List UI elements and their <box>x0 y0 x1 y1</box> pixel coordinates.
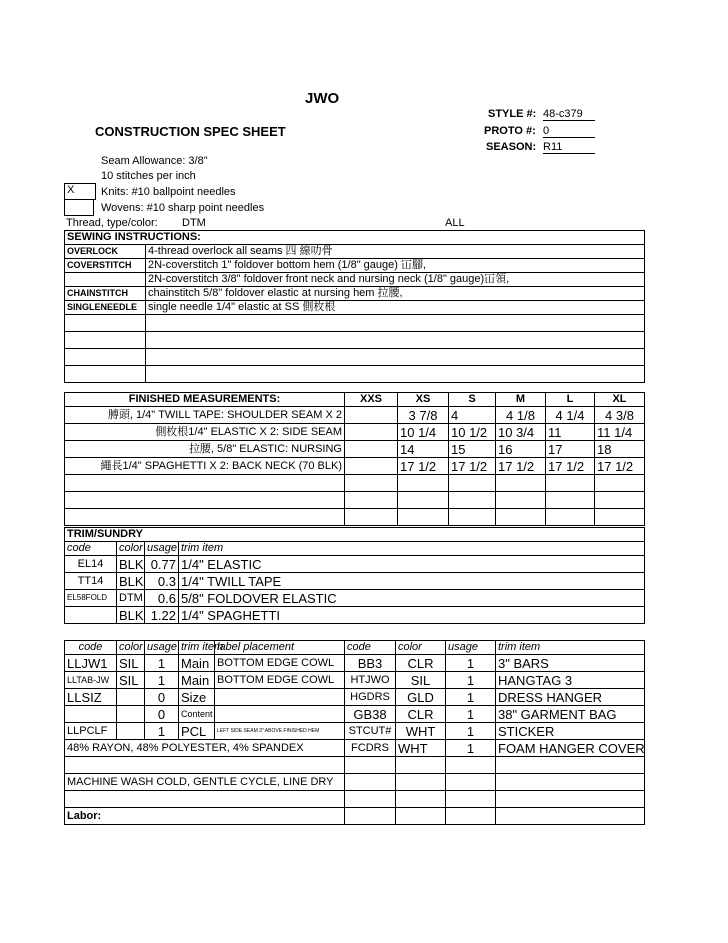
empty-cell <box>398 492 449 509</box>
measurement-value[interactable]: 17 1/2 <box>496 458 546 475</box>
sewing-empty <box>65 332 146 349</box>
measurement-value[interactable]: 17 1/2 <box>398 458 449 475</box>
trim-usage: 0.6 <box>145 590 179 607</box>
trim-code: EL14 <box>65 556 117 573</box>
pack-color: CLR <box>396 706 446 723</box>
trim-table <box>64 527 645 624</box>
empty-cell <box>446 808 496 825</box>
size-header: XL <box>595 393 645 407</box>
sewing-heading: SEWING INSTRUCTIONS: <box>65 231 645 245</box>
empty-cell <box>449 492 496 509</box>
sewing-text: chainstitch 5/8" foldover elastic at nursing hem 拉腰, <box>146 287 645 301</box>
empty-cell <box>396 808 446 825</box>
trim-code <box>65 607 117 624</box>
pack-item: 38" GARMENT BAG <box>496 706 645 723</box>
labels-table <box>64 640 645 825</box>
measurement-value[interactable]: 18 <box>595 441 645 458</box>
labels-row <box>65 672 645 689</box>
trim-color: BLK <box>117 607 145 624</box>
sewing-op: SINGLENEEDLE <box>65 301 146 315</box>
label-usage: 0 <box>145 689 179 706</box>
measurement-row <box>65 441 645 458</box>
measurement-value[interactable] <box>345 424 398 441</box>
measurement-label <box>65 458 345 475</box>
pack-item: FOAM HANGER COVER <box>496 740 645 757</box>
pack-code: BB3 <box>345 655 396 672</box>
empty-cell <box>496 492 546 509</box>
sewing-empty <box>146 366 645 383</box>
empty-cell <box>446 757 496 774</box>
empty-cell <box>546 492 595 509</box>
empty-cell <box>446 774 496 791</box>
empty-cell <box>396 774 446 791</box>
size-header: XS <box>398 393 449 407</box>
sewing-text: single needle 1/4" elastic at SS 側枚根 <box>146 301 645 315</box>
measurement-value[interactable]: 11 1/4 <box>595 424 645 441</box>
sewing-op: COVERSTITCH <box>65 259 146 273</box>
labor-row <box>65 808 645 825</box>
sewing-empty <box>146 349 645 366</box>
measurement-value[interactable]: 10 1/2 <box>449 424 496 441</box>
label-placement <box>215 689 345 706</box>
pack-usage: 1 <box>446 655 496 672</box>
sewing-text: 2N-coverstitch 3/8" foldover front neck and nursing neck (1/8" gauge)冚領, <box>146 273 645 287</box>
wovens-needles: Wovens: #10 sharp point needles <box>101 202 265 214</box>
empty-cell <box>65 791 345 808</box>
empty-cell <box>345 791 396 808</box>
measurement-value[interactable] <box>345 458 398 475</box>
measurement-value[interactable]: 16 <box>496 441 546 458</box>
label-code: LLTAB-JW <box>65 672 117 689</box>
knits-checkbox[interactable]: X <box>64 183 96 200</box>
pack-usage: 1 <box>446 740 496 757</box>
measurements-table <box>64 392 645 526</box>
label-placement: LEFT SIDE SEAM 3" ABOVE FINISHED HEM <box>215 723 345 740</box>
label-code: LLPCLF <box>65 723 117 740</box>
labor-label: Labor: <box>65 808 345 825</box>
measurement-value[interactable]: 4 <box>449 407 496 424</box>
size-header: S <box>449 393 496 407</box>
empty-cell <box>396 757 446 774</box>
label-placement: BOTTOM EDGE COWL <box>215 655 345 672</box>
label-item: PCL <box>179 723 215 740</box>
trim-item: 5/8" FOLDOVER ELASTIC <box>179 590 645 607</box>
measurement-row <box>65 407 645 424</box>
empty-cell <box>398 509 449 526</box>
label-color <box>117 723 145 740</box>
label-item: Content <box>179 706 215 723</box>
thread-value: DTM <box>182 217 206 229</box>
pack-color: WHT <box>396 723 446 740</box>
label-color: SIL <box>117 655 145 672</box>
empty-cell <box>65 492 345 509</box>
measurement-row <box>65 458 645 475</box>
measurement-value[interactable]: 14 <box>398 441 449 458</box>
trim-item: 1/4" ELASTIC <box>179 556 645 573</box>
trim-code: TT14 <box>65 573 117 590</box>
care-row <box>65 774 645 791</box>
measurement-value[interactable]: 17 1/2 <box>595 458 645 475</box>
trim-color: DTM <box>117 590 145 607</box>
labels-col-header: code <box>65 641 117 655</box>
company-name: JWO <box>305 90 340 107</box>
label-code: LLSIZ <box>65 689 117 706</box>
sewing-op: CHAINSTITCH <box>65 287 146 301</box>
empty-cell <box>496 757 645 774</box>
sewing-text: 2N-coverstitch 1" foldover bottom hem (1/8" gauge) 冚腳, <box>146 259 645 273</box>
label-color <box>117 706 145 723</box>
label-usage: 1 <box>145 672 179 689</box>
sewing-instructions-table <box>64 230 645 383</box>
pack-usage: 1 <box>446 723 496 740</box>
pack-code: HGDRS <box>345 689 396 706</box>
label-placement: BOTTOM EDGE COWL <box>215 672 345 689</box>
measurement-value[interactable]: 10 1/4 <box>398 424 449 441</box>
label-code <box>65 706 117 723</box>
empty-cell <box>65 475 345 492</box>
empty-cell <box>345 808 396 825</box>
measurement-value[interactable]: 11 <box>546 424 595 441</box>
label-code: LLJW1 <box>65 655 117 672</box>
pack-code: HTJWO <box>345 672 396 689</box>
sewing-empty <box>146 315 645 332</box>
labels-row <box>65 723 645 740</box>
label-placement <box>215 706 345 723</box>
pack-item: 3" BARS <box>496 655 645 672</box>
labels-col-header: trim item <box>179 641 215 655</box>
sheet-title: CONSTRUCTION SPEC SHEET <box>95 124 286 139</box>
wovens-checkbox[interactable] <box>64 199 94 216</box>
measurement-value[interactable] <box>345 407 398 424</box>
labels-col-header: usage <box>145 641 179 655</box>
empty-cell <box>345 757 396 774</box>
empty-cell <box>396 791 446 808</box>
empty-cell <box>446 791 496 808</box>
labels-col-header: label placement <box>215 641 345 655</box>
seam-allowance: Seam Allowance: 3/8" <box>101 155 208 167</box>
label-color: SIL <box>117 672 145 689</box>
measurement-value[interactable] <box>345 441 398 458</box>
pack-color: SIL <box>396 672 446 689</box>
label-usage: 1 <box>145 655 179 672</box>
measurements-heading: FINISHED MEASUREMENTS: <box>65 393 345 407</box>
labels-col-header: trim item <box>496 641 645 655</box>
labels-col-header: color <box>396 641 446 655</box>
measurement-value[interactable]: 17 <box>546 441 595 458</box>
labels-col-header: color <box>117 641 145 655</box>
empty-cell <box>496 509 546 526</box>
size-header: L <box>546 393 595 407</box>
trim-item: 1/4" TWILL TAPE <box>179 573 645 590</box>
empty-cell <box>345 509 398 526</box>
measurement-value[interactable]: 4 1/4 <box>546 407 595 424</box>
pack-code: GB38 <box>345 706 396 723</box>
measurement-value[interactable]: 3 7/8 <box>398 407 449 424</box>
fabric-content: 48% RAYON, 48% POLYESTER, 4% SPANDEX <box>65 740 345 757</box>
pack-usage: 1 <box>446 706 496 723</box>
sewing-empty <box>65 315 146 332</box>
empty-cell <box>65 757 345 774</box>
trim-row <box>65 556 645 573</box>
measurement-value[interactable]: 4 3/8 <box>595 407 645 424</box>
trim-col-header: usage <box>145 542 179 556</box>
pack-item: STICKER <box>496 723 645 740</box>
sewing-empty <box>65 366 146 383</box>
sewing-empty <box>146 332 645 349</box>
trim-usage: 0.77 <box>145 556 179 573</box>
labels-col-header: usage <box>446 641 496 655</box>
measurement-label: 膊頭, 1/4" TWILL TAPE: SHOULDER SEAM X 2 <box>65 407 345 424</box>
size-header: M <box>496 393 546 407</box>
pack-code: STCUT# <box>345 723 396 740</box>
empty-cell <box>595 509 645 526</box>
trim-col-header: code <box>65 542 117 556</box>
trim-row <box>65 607 645 624</box>
label-usage: 1 <box>145 723 179 740</box>
sewing-empty <box>65 349 146 366</box>
trim-code: EL58FOLD <box>65 590 117 607</box>
knits-needles: Knits: #10 ballpoint needles <box>101 186 236 198</box>
empty-cell <box>496 791 645 808</box>
label-item: Size <box>179 689 215 706</box>
pack-color: WHT <box>396 740 446 757</box>
label-usage: 0 <box>145 706 179 723</box>
season-label: SEASON: <box>486 141 537 153</box>
pack-item: HANGTAG 3 <box>496 672 645 689</box>
trim-color: BLK <box>117 556 145 573</box>
empty-cell <box>496 808 645 825</box>
label-item: Main <box>179 655 215 672</box>
measurement-value[interactable]: 10 3/4 <box>496 424 546 441</box>
empty-cell <box>449 475 496 492</box>
trim-usage: 1.22 <box>145 607 179 624</box>
care-instructions: MACHINE WASH COLD, GENTLE CYCLE, LINE DRY <box>65 774 345 791</box>
measurement-value[interactable]: 17 1/2 <box>449 458 496 475</box>
trim-col-header: color <box>117 542 145 556</box>
proto-value[interactable]: 0 <box>543 125 595 138</box>
measurement-label: 側枚根1/4" ELASTIC X 2: SIDE SEAM <box>65 424 345 441</box>
trim-row <box>65 590 645 607</box>
trim-item: 1/4" SPAGHETTI <box>179 607 645 624</box>
empty-cell <box>398 475 449 492</box>
trim-color: BLK <box>117 573 145 590</box>
empty-cell <box>345 492 398 509</box>
labels-col-header: code <box>345 641 396 655</box>
measurement-value[interactable]: 17 1/2 <box>546 458 595 475</box>
empty-cell <box>546 475 595 492</box>
empty-cell <box>345 475 398 492</box>
empty-cell <box>65 509 345 526</box>
labels-row <box>65 655 645 672</box>
season-value[interactable]: R11 <box>543 141 595 154</box>
sewing-op: OVERLOCK <box>65 245 146 259</box>
measurement-row <box>65 424 645 441</box>
measurement-value[interactable]: 4 1/8 <box>496 407 546 424</box>
thread-label: Thread, type/color: <box>66 217 158 229</box>
empty-cell <box>595 492 645 509</box>
pack-color: CLR <box>396 655 446 672</box>
fabric-row <box>65 740 645 757</box>
empty-cell <box>546 509 595 526</box>
empty-cell <box>496 774 645 791</box>
measurement-label: 拉腰, 5/8" ELASTIC: NURSING <box>65 441 345 458</box>
sewing-text: 4-thread overlock all seams 四 線叻骨 <box>146 245 645 259</box>
trim-col-header: trim item <box>179 542 645 556</box>
pack-usage: 1 <box>446 672 496 689</box>
label-item: Main <box>179 672 215 689</box>
labels-row <box>65 706 645 723</box>
sewing-op <box>65 273 146 287</box>
stitches-per-inch: 10 stitches per inch <box>101 170 196 182</box>
trim-usage: 0.3 <box>145 573 179 590</box>
trim-heading: TRIM/SUNDRY <box>65 528 645 542</box>
proto-label: PROTO #: <box>484 125 536 137</box>
size-header: XXS <box>345 393 398 407</box>
label-color <box>117 689 145 706</box>
thread-all: ALL <box>445 217 465 229</box>
measurement-label-text: 繩長1/4" SPAGHETTI X 2: BACK NECK (70 BLK) <box>100 459 342 472</box>
empty-cell <box>496 475 546 492</box>
measurement-value[interactable]: 15 <box>449 441 496 458</box>
empty-cell <box>449 509 496 526</box>
pack-code: FCDRS <box>345 740 396 757</box>
pack-color: GLD <box>396 689 446 706</box>
empty-cell <box>595 475 645 492</box>
pack-usage: 1 <box>446 689 496 706</box>
style-value[interactable]: 48-c379 <box>543 108 595 121</box>
empty-cell <box>345 774 396 791</box>
labels-row <box>65 689 645 706</box>
trim-row <box>65 573 645 590</box>
style-label: STYLE #: <box>488 108 537 120</box>
pack-item: DRESS HANGER <box>496 689 645 706</box>
